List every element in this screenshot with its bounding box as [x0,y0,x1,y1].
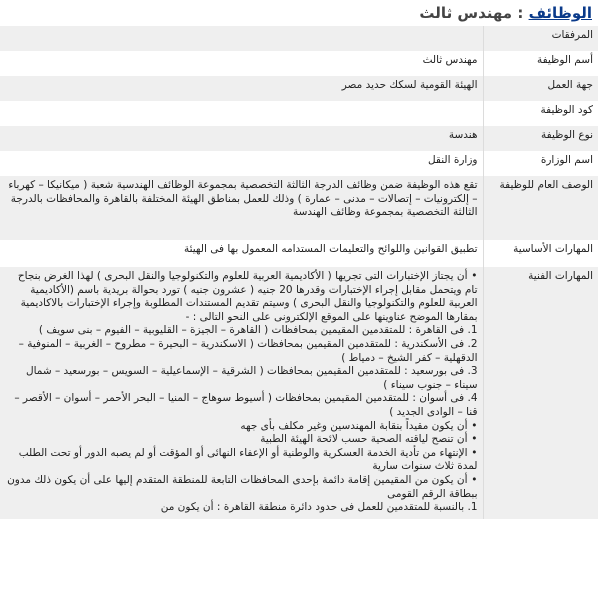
row-basic-skills [0,240,598,267]
basic-skills-label: المهارات الأساسية [483,240,598,267]
job-type-label: نوع الوظيفة [483,126,598,151]
list-item [5,338,478,365]
bullet-icon: • [471,270,478,282]
list-item-text: 1. بالنسبة للمتقدمين للعمل فى حدود دائرة منطقة القاهرة : أن يكون من [160,501,478,514]
list-item [5,474,478,501]
list-item [5,433,478,447]
list-item-text: أن تنصح لياقته الصحية حسب لائحة الهيئة الطبية [260,433,468,446]
attachments-label: المرفقات [483,26,598,51]
row-job-name [0,51,598,76]
bullet-icon: • [471,433,478,446]
description-value: تقع هذه الوظيفة ضمن وظائف الدرجة الثالثة التخصصية بمجموعة الوظائف الهندسية شعبة ( ميكانيكا – كهرباء – إلكترونيات – إتصالات – مدنى – عمارة ) وذلك للعمل بمناطق الهيئة المختلفة بالقاهرة والمحافظات بالدرجة الثالثة التخصصية بمجموعة وظائف الهندسة [0,176,483,240]
basic-skills-value: تطبيق القوانين واللوائح والتعليمات المستدامه المعمول بها فى الهيئة [183,243,478,255]
list-item-text: 4. فى أسوان : للمتقدمين المقيمين بمحافظات ( أسيوط سوهاج – المنيا – البحر الأحمر – أسوان – الأقصر – قنا – الوادى الجديد ) [14,392,478,418]
technical-skills-label: المهارات الفنية [483,267,598,519]
row-job-type [0,126,598,151]
list-item [5,392,478,419]
list-item [5,365,478,392]
heading-separator: : [512,4,529,22]
list-item [5,324,478,338]
bullet-icon: • [471,446,478,459]
job-type-value: هندسة [0,126,483,151]
job-name-label: أسم الوظيفة [483,51,598,76]
list-item [5,447,478,474]
row-employer [0,76,598,101]
job-name-value: مهندس ثالث [422,54,478,66]
row-attachments [0,26,598,51]
list-item [5,270,478,324]
list-item-text: 1. فى القاهرة : للمتقدمين المقيمين بمحافظات ( القاهرة – الجيزة – القليوبية – الفيوم – بنى سويف ) [38,324,478,337]
row-description [0,176,598,240]
page-heading [0,0,598,26]
list-item-text: 2. فى الأسكندرية : للمتقدمين المقيمين بمحافظات ( الاسكندرية – البحيرة – مطروح – الغربية – المنوفية – الدقهلية – كفر الشيخ – دمياط ) [18,337,478,364]
page-title: مهندس ثالث [419,4,513,22]
list-item-text: أن يجتاز الإختبارات التى تجريها ( الأكاديمية العربية للعلوم والتكنولوجيا والنقل البحرى ) لهذا الغرض بنجاح تام ويتحمل مقابل إجراء الإختبارات وقدرها 20 جنيه ( عشرون جنيه ) تورد بحوالة بريدية باسم (الأكاديمية العربية للعلوم والتكنولوجيا والنقل البحرى ) وسيتم تقديم المستندات المطلوبة وإجراء الإختبارات بالاكاديمية بمقارها الموضح عناوينها على الموقع الإلكترونى على النحو التالى : - [17,270,478,323]
ministry-value: وزارة النقل [427,154,478,166]
employer-label: جهة العمل [483,76,598,101]
list-item-text: أن يكون مقيداً بنقابة المهندسين وغير مكلف بأى جهه [240,419,468,432]
list-item [5,420,478,434]
row-technical-skills [0,267,598,519]
bullet-icon: • [471,419,478,432]
row-ministry [0,151,598,176]
job-code-label: كود الوظيفة [483,101,598,126]
job-details-table [0,26,598,519]
attachments-value [0,26,483,51]
list-item-text: أن يكون من المقيمين إقامة دائمة بإحدى المحافظات التابعة للمنطقة المتقدم إليها على أن يكون ذلك مدون ببطاقة الرقم القومى [7,473,478,500]
description-label: الوصف العام للوظيفة [483,176,598,240]
jobs-breadcrumb-link[interactable]: الوظائف [528,4,592,22]
technical-skills-value [0,267,483,519]
employer-value: الهيئة القومية لسكك حديد مصر [0,76,483,101]
job-code-value [0,101,483,126]
list-item [5,501,478,515]
bullet-icon: • [471,473,478,486]
list-item-text: الإنتهاء من تأدية الخدمة العسكرية والوطنية أو الإعفاء النهائى أو المؤقت أو لم يصبه الدور أو تحت الطلب لمدة ثلاث سنوات سارية [18,446,478,473]
technical-skills-list [5,270,478,515]
list-item-text: 3. فى بورسعيد : للمتقدمين المقيمين بمحافظات ( الشرقية – الإسماعيلية – السويس – بورسعيد – شمال سيناء – جنوب سيناء ) [25,365,478,391]
ministry-label: اسم الوزارة [483,151,598,176]
row-job-code [0,101,598,126]
